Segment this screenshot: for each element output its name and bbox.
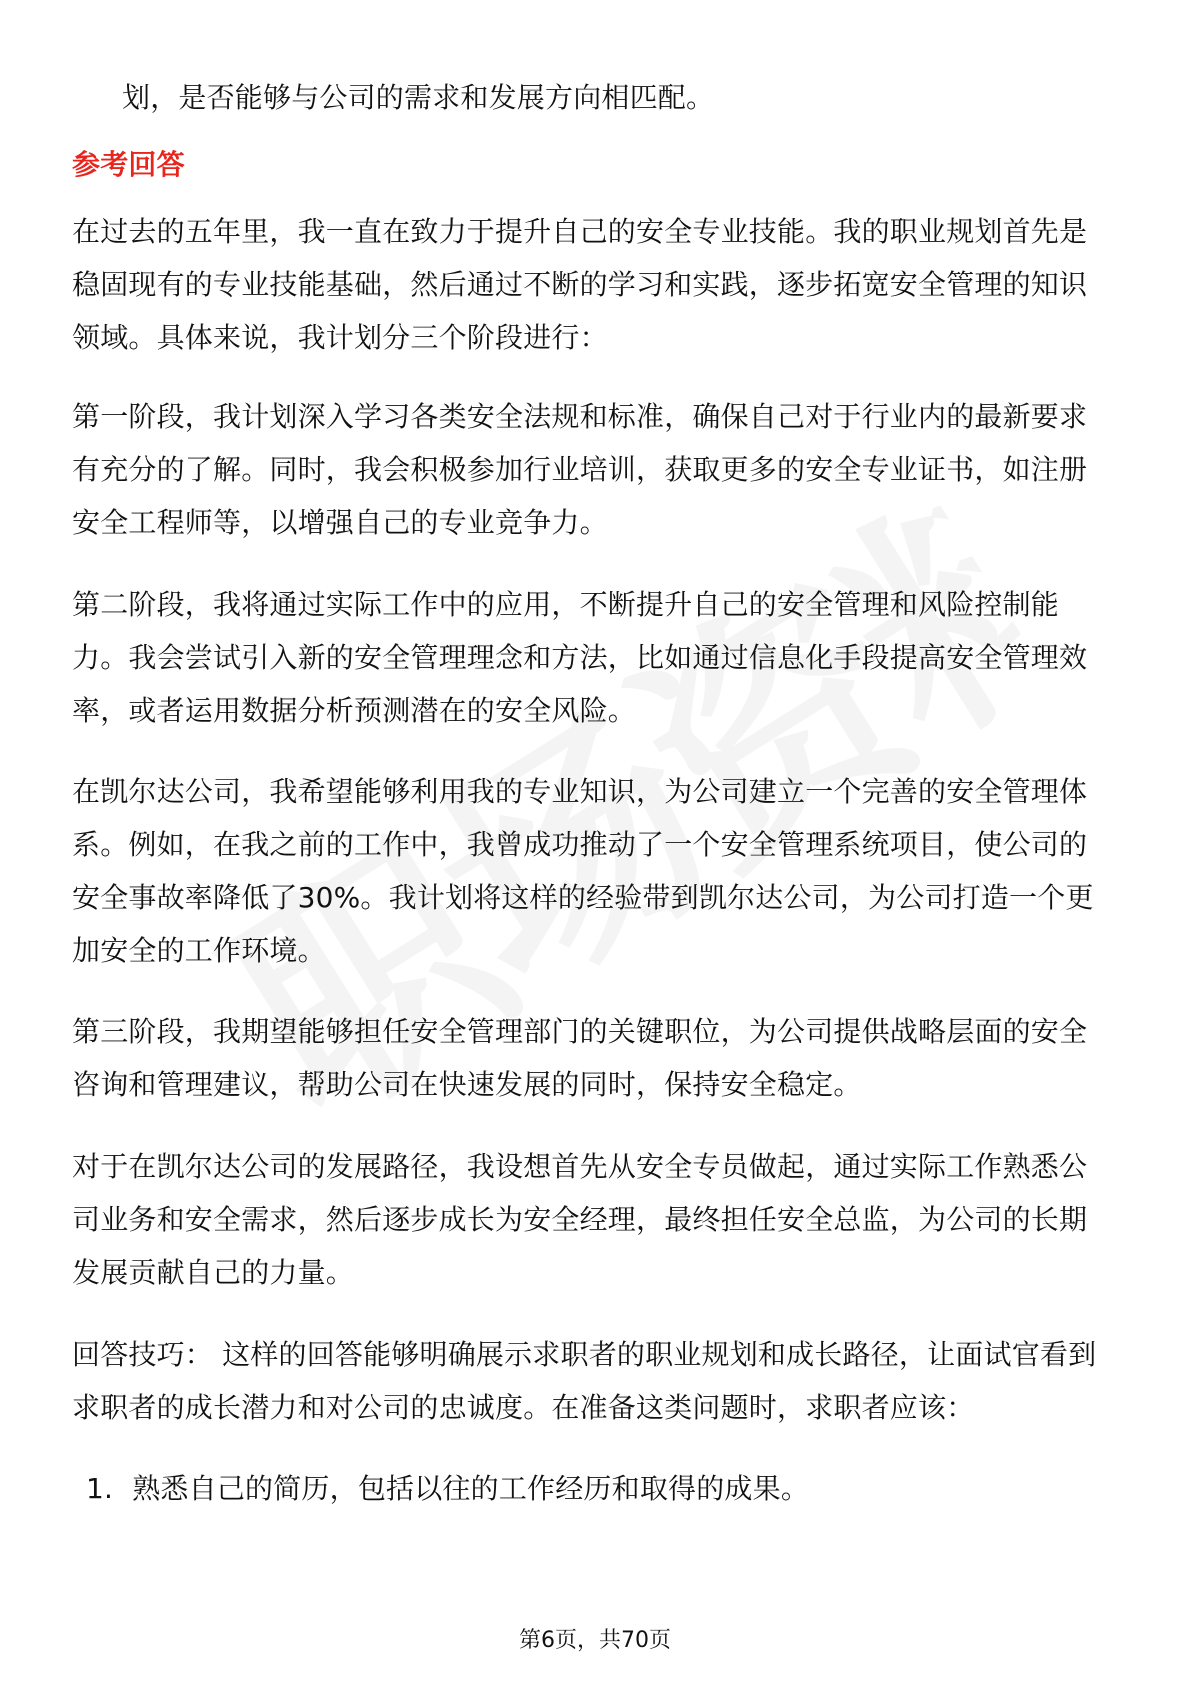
list-item-text: 熟悉自己的简历，包括以往的工作经历和取得的成果。 [132, 1472, 810, 1505]
continuation-line: 划，是否能够与公司的需求和发展方向相匹配。 [122, 81, 715, 114]
section-heading: 参考回答 [72, 148, 185, 181]
paragraph-line: 对于在凯尔达公司的发展路径，我设想首先从安全专员做起，通过实际工作熟悉公 [72, 1150, 1088, 1183]
paragraph-line: 率，或者运用数据分析预测潜在的安全风险。 [72, 694, 637, 727]
paragraph-line: 系。例如，在我之前的工作中，我曾成功推动了一个安全管理系统项目，使公司的 [72, 828, 1088, 861]
paragraph-line: 回答技巧： 这样的回答能够明确展示求职者的职业规划和成长路径，让面试官看到 [72, 1338, 1097, 1371]
paragraph-line: 稳固现有的专业技能基础，然后通过不断的学习和实践，逐步拓宽安全管理的知识 [72, 268, 1088, 301]
paragraph-line: 加安全的工作环境。 [72, 934, 326, 967]
paragraph-line: 求职者的成长潜力和对公司的忠诚度。在准备这类问题时，求职者应该： [72, 1391, 975, 1424]
paragraph-line: 咨询和管理建议，帮助公司在快速发展的同时，保持安全稳定。 [72, 1068, 862, 1101]
paragraph-line: 司业务和安全需求，然后逐步成长为安全经理，最终担任安全总监，为公司的长期 [72, 1203, 1088, 1236]
paragraph-line: 领域。具体来说，我计划分三个阶段进行： [72, 321, 608, 354]
list-item [86, 1471, 809, 1507]
paragraph-line: 第一阶段，我计划深入学习各类安全法规和标准，确保自己对于行业内的最新要求 [72, 400, 1088, 433]
paragraph-line: 第二阶段，我将通过实际工作中的应用，不断提升自己的安全管理和风险控制能 [72, 588, 1060, 621]
list-marker: 1. [86, 1472, 114, 1505]
watermark [117, 355, 1143, 1286]
paragraph-line: 发展贡献自己的力量。 [72, 1256, 355, 1289]
paragraph-line: 在凯尔达公司，我希望能够利用我的专业知识，为公司建立一个完善的安全管理体 [72, 775, 1088, 808]
paragraph-line: 力。我会尝试引入新的安全管理理念和方法，比如通过信息化手段提高安全管理效 [72, 641, 1088, 674]
paragraph-line: 有充分的了解。同时，我会积极参加行业培训，获取更多的安全专业证书，如注册 [72, 453, 1088, 486]
paragraph-line: 在过去的五年里，我一直在致力于提升自己的安全专业技能。我的职业规划首先是 [72, 215, 1088, 248]
paragraph-line: 安全事故率降低了30%。我计划将这样的经验带到凯尔达公司，为公司打造一个更 [72, 881, 1094, 914]
paragraph-line: 第三阶段，我期望能够担任安全管理部门的关键职位，为公司提供战略层面的安全 [72, 1015, 1088, 1048]
paragraph-line: 安全工程师等，以增强自己的专业竞争力。 [72, 506, 608, 539]
page-number-footer: 第6页，共70页 [519, 1628, 671, 1653]
